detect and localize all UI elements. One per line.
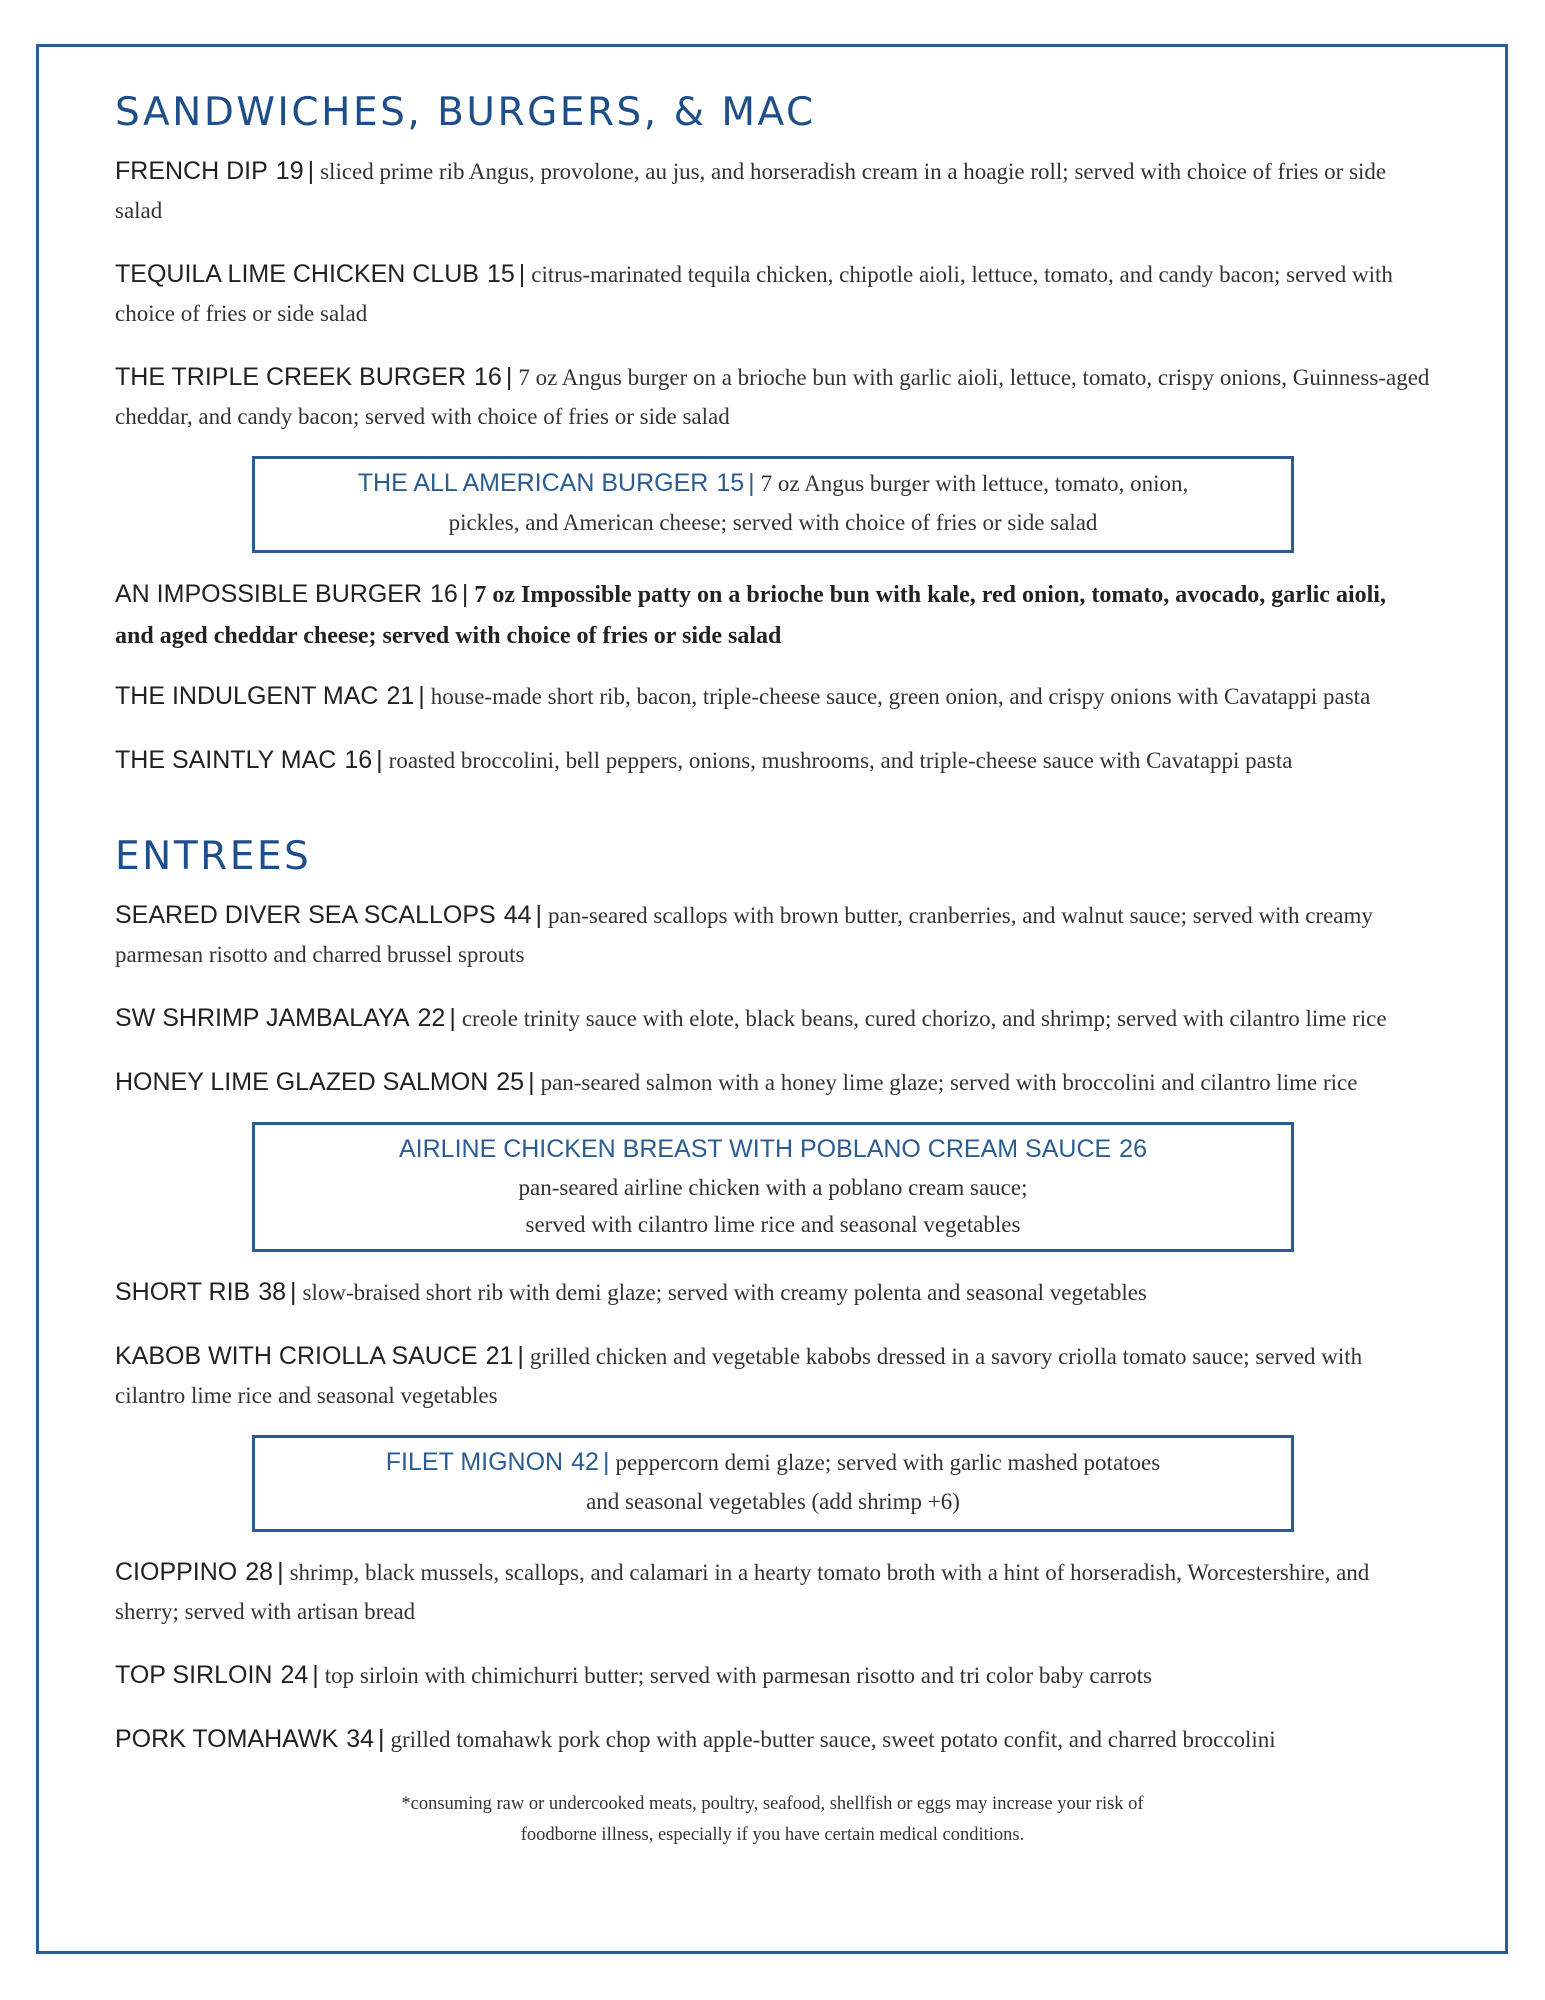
separator: | [602, 1448, 610, 1476]
item-price: 44 [503, 901, 532, 929]
featured-item-title-line [275, 1131, 1271, 1171]
separator: | [505, 363, 513, 391]
separator: | [376, 746, 383, 774]
item-description: grilled tomahawk pork chop with apple-butter sauce, sweet potato confit, and charred broccolini [390, 1727, 1276, 1752]
item-description: grilled chicken and vegetable kabobs dressed in a savory criolla tomato sauce; served with cilantro lime rice and seasonal vegetables [115, 1344, 1363, 1408]
separator: | [312, 1661, 319, 1689]
featured-item-line-1 [275, 465, 1271, 505]
separator: | [449, 1004, 456, 1032]
menu-item-honey-lime-glazed-salmon [115, 1064, 1430, 1104]
item-price: 42 [571, 1448, 599, 1476]
item-description-line-2: and seasonal vegetables (add shrimp +6) [586, 1489, 960, 1514]
item-name: PORK TOMAHAWK [115, 1725, 339, 1753]
featured-item-line-1 [275, 1444, 1271, 1484]
separator: | [290, 1278, 297, 1306]
separator: | [748, 469, 755, 497]
item-description: top sirloin with chimichurri butter; served with parmesan risotto and tri color baby carrots [324, 1663, 1152, 1688]
item-name: AIRLINE CHICKEN BREAST WITH POBLANO CREAM SAUCE [399, 1135, 1112, 1163]
separator: | [378, 1725, 385, 1753]
item-price: 24 [280, 1661, 309, 1689]
item-name: THE SAINTLY MAC [115, 746, 337, 774]
item-price: 38 [258, 1278, 287, 1306]
separator: | [418, 682, 425, 710]
item-price: 22 [417, 1004, 446, 1032]
item-description: roasted broccolini, bell peppers, onions, mushrooms, and triple-cheese sauce with Cavatappi pasta [388, 748, 1293, 773]
item-description-line-1: pan-seared airline chicken with a poblano cream sauce; [518, 1175, 1028, 1200]
item-name: THE INDULGENT MAC [115, 682, 379, 710]
item-price: 16 [474, 363, 502, 391]
item-name: CIOPPINO [115, 1558, 238, 1586]
section-title-entrees: ENTREES [115, 834, 312, 879]
separator: | [518, 260, 526, 288]
item-price: 15 [716, 469, 745, 497]
item-price: 26 [1119, 1135, 1147, 1163]
featured-item-line-2 [275, 505, 1271, 544]
item-name: HONEY LIME GLAZED SALMON [115, 1068, 489, 1096]
menu-item-kabob-criolla [115, 1338, 1430, 1417]
menu-item-tequila-lime-chicken-club [115, 256, 1430, 335]
item-description: slow-braised short rib with demi glaze; served with creamy polenta and seasonal vegetables [302, 1280, 1147, 1305]
item-price: 34 [346, 1725, 374, 1753]
item-description-line-2: served with cilantro lime rice and seasonal vegetables [525, 1212, 1021, 1237]
item-description: 7 oz Impossible patty on a brioche bun with kale, red onion, tomato, avocado, garlic aioli, and aged cheddar cheese; served with choice of fries or side salad [115, 582, 1386, 649]
item-name: THE ALL AMERICAN BURGER [357, 469, 709, 497]
item-price: 16 [430, 580, 458, 608]
item-description: shrimp, black mussels, scallops, and calamari in a hearty tomato broth with a hint of horseradish, Worcestershire, and sherry; served with artisan bread [115, 1560, 1370, 1624]
item-price: 16 [344, 746, 373, 774]
menu-item-cioppino [115, 1554, 1430, 1633]
menu-item-top-sirloin [115, 1657, 1430, 1697]
item-description-line-1: 7 oz Angus burger with lettuce, tomato, onion, [760, 471, 1189, 496]
item-name: SW SHRIMP JAMBALAYA [115, 1004, 410, 1032]
item-name: TEQUILA LIME CHICKEN CLUB [115, 260, 479, 288]
item-description-line-1: peppercorn demi glaze; served with garlic mashed potatoes [615, 1450, 1161, 1475]
separator: | [307, 157, 315, 185]
featured-item-filet-mignon [252, 1435, 1294, 1532]
item-name: AN IMPOSSIBLE BURGER [115, 580, 423, 608]
item-price: 25 [496, 1068, 525, 1096]
disclaimer-line-2: foodborne illness, especially if you have certain medical conditions. [520, 1825, 1025, 1845]
menu-item-short-rib [115, 1274, 1430, 1314]
item-name: TOP SIRLOIN [115, 1661, 273, 1689]
item-price: 28 [245, 1558, 274, 1586]
item-price: 21 [386, 682, 415, 710]
featured-item-line-2 [275, 1484, 1271, 1523]
menu-item-french-dip [115, 153, 1430, 232]
featured-item-line-1 [275, 1171, 1271, 1208]
item-price: 19 [275, 157, 304, 185]
menu-item-impossible-burger [115, 575, 1430, 658]
item-price: 21 [485, 1342, 514, 1370]
item-name: THE TRIPLE CREEK BURGER [115, 363, 467, 391]
menu-item-triple-creek-burger [115, 359, 1430, 438]
item-description: citrus-marinated tequila chicken, chipotle aioli, lettuce, tomato, and candy bacon; served with choice of fries or side salad [115, 262, 1393, 326]
menu-item-pork-tomahawk [115, 1721, 1430, 1761]
separator: | [535, 901, 543, 929]
menu-item-saintly-mac [115, 742, 1430, 782]
featured-item-airline-chicken-breast [252, 1122, 1294, 1252]
item-name: KABOB WITH CRIOLLA SAUCE [115, 1342, 478, 1370]
item-name: SEARED DIVER SEA SCALLOPS [115, 901, 496, 929]
item-price: 15 [486, 260, 515, 288]
separator: | [517, 1342, 524, 1370]
item-description: 7 oz Angus burger on a brioche bun with garlic aioli, lettuce, tomato, crispy onions, Guinness-aged cheddar, and candy bacon; served with choice of fries or side salad [115, 365, 1430, 429]
separator: | [528, 1068, 535, 1096]
menu-item-seared-diver-sea-scallops [115, 897, 1430, 976]
item-description: house-made short rib, bacon, triple-cheese sauce, green onion, and crispy onions with Cavatappi pasta [430, 684, 1371, 709]
separator: | [461, 580, 469, 608]
featured-item-all-american-burger [252, 456, 1294, 553]
disclaimer-line-1: *consuming raw or undercooked meats, poultry, seafood, shellfish or eggs may increase your risk of [401, 1794, 1144, 1814]
item-name: SHORT RIB [115, 1278, 251, 1306]
section-title-sandwiches: SANDWICHES, BURGERS, & MAC [115, 90, 816, 135]
item-name: FRENCH DIP [115, 157, 268, 185]
menu-item-indulgent-mac [115, 678, 1430, 718]
item-description: creole trinity sauce with elote, black beans, cured chorizo, and shrimp; served with cilantro lime rice [461, 1006, 1387, 1031]
menu-content [115, 90, 1430, 1851]
item-description: sliced prime rib Angus, provolone, au jus, and horseradish cream in a hoagie roll; served with choice of fries or side salad [115, 159, 1387, 223]
menu-item-sw-shrimp-jambalaya [115, 1000, 1430, 1040]
item-description: pan-seared scallops with brown butter, cranberries, and walnut sauce; served with creamy parmesan risotto and charred brussel sprouts [115, 903, 1373, 967]
separator: | [277, 1558, 284, 1586]
item-description-line-2: pickles, and American cheese; served with choice of fries or side salad [448, 510, 1098, 535]
item-description: pan-seared salmon with a honey lime glaze; served with broccolini and cilantro lime rice [540, 1070, 1358, 1095]
health-disclaimer [115, 1789, 1430, 1851]
featured-item-line-2 [275, 1208, 1271, 1245]
item-name: FILET MIGNON [385, 1448, 564, 1476]
